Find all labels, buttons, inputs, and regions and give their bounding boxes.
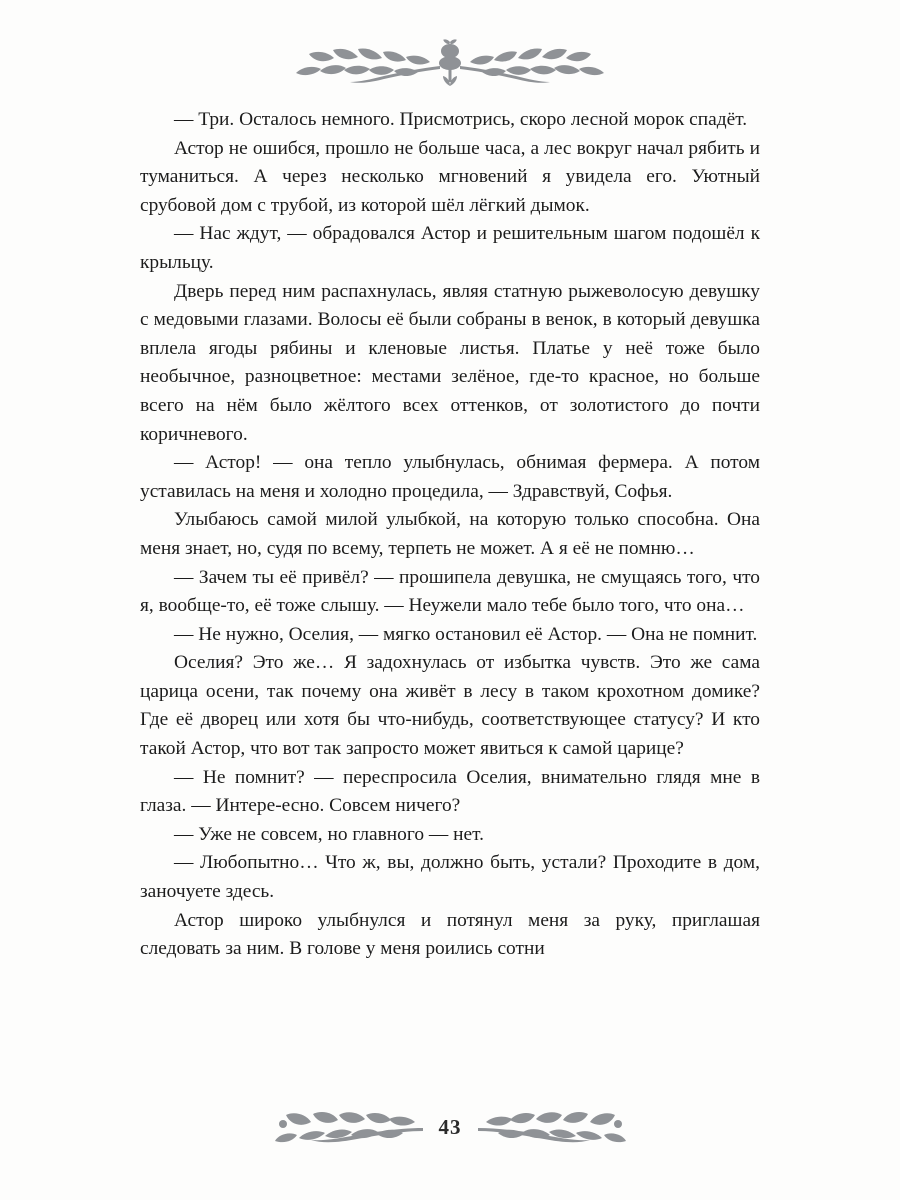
paragraph: — Уже не совсем, но главного — нет.	[174, 823, 484, 845]
paragraph: — Не помнит? — переспросила Оселия, внимательно глядя мне в глаза. — Интере-есно. Совсем ничего?	[140, 766, 760, 817]
page-number: 43	[438, 1114, 462, 1139]
paragraph: Астор широко улыбнулся и потянул меня за руку, приглашая следовать за ним. В голове у меня роились сотни	[140, 909, 760, 960]
paragraph: — Зачем ты её привёл? — прошипела девушка, не смущаясь того, что я, вообще-то, её тоже слышу. — Неужели мало тебе было того, что она…	[140, 566, 760, 617]
leaf-vine-ornament-right	[476, 1108, 626, 1148]
paragraph: — Любопытно… Что ж, вы, должно быть, устали? Проходите в дом, заночуете здесь.	[140, 852, 760, 903]
paragraph: — Астор! — она тепло улыбнулась, обнимая фермера. А потом уставилась на меня и холодно процедила, — Здравствуй, Софья.	[140, 452, 760, 502]
leaf-vine-ornament-left	[275, 1108, 425, 1148]
paragraph: Улыбаюсь самой милой улыбкой, на которую только способна. Она меня знает, но, судя по всему, терпеть не может. А я её не помню…	[140, 509, 760, 559]
paragraph: — Три. Осталось немного. Присмотрись, скоро лесной морок спадёт.	[174, 109, 748, 130]
paragraph: — Нас ждут, — обрадовался Астор и решительным шагом подошёл к крыльцу.	[140, 223, 760, 273]
page-text	[140, 106, 760, 964]
floral-vine-ornament	[290, 38, 610, 90]
paragraph: — Не нужно, Оселия, — мягко остановил её Астор. — Она не помнит.	[174, 623, 758, 645]
paragraph: Астор не ошибся, прошло не больше часа, а лес вокруг начал рябить и туманиться. А через несколько мгновений я увидела его. Уютный срубовой дом с трубой, из которой шёл лёгкий дымок.	[140, 137, 760, 216]
paragraph: Дверь перед ним распахнулась, являя статную рыжеволосую девушку с медовыми глазами. Волосы её были собраны в венок, в который девушка вплела ягоды рябины и кленовые листья. Платье у неё тоже было необычное, разноцветное: местами зелёное, где-то красное, но больше всего на нём было жёлтого всех оттенков, от золотистого до почти коричневого.	[140, 280, 760, 445]
footer-ornament	[0, 1108, 900, 1148]
header-ornament	[0, 38, 900, 90]
paragraph: Оселия? Это же… Я задохнулась от избытка чувств. Это же сама царица осени, так почему она живёт в лесу в таком крохотном домике? Где её дворец или хотя бы что-нибудь, соответствующее статусу? И кто такой Астор, что вот так запросто может явиться к самой царице?	[140, 652, 760, 760]
